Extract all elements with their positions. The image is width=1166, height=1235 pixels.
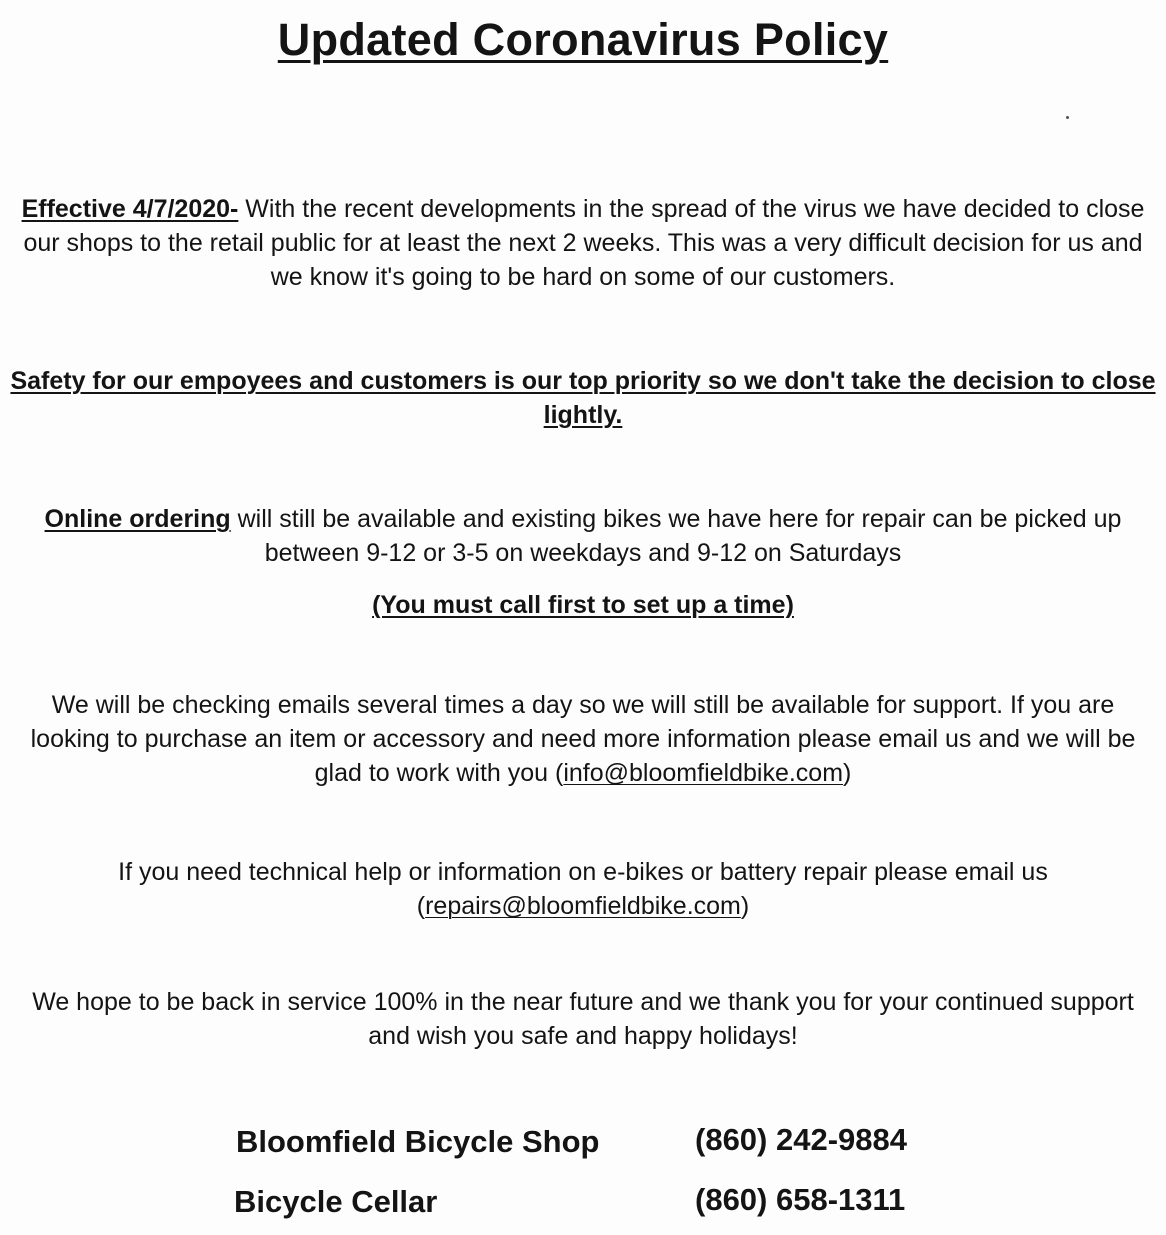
technical-help-paragraph bbox=[10, 855, 1156, 923]
emails-paragraph-close: ) bbox=[843, 759, 852, 787]
safety-paragraph: Safety for our empoyees and customers is our top priority so we don't take the decision to close lightly. bbox=[10, 367, 1156, 429]
contact-phone-bloomfield[interactable]: (860) 242-9884 bbox=[695, 1122, 907, 1157]
info-email-link[interactable]: info@bloomfieldbike.com bbox=[563, 759, 844, 787]
page-title bbox=[0, 14, 1166, 66]
repairs-email-link[interactable]: repairs@bloomfieldbike.com bbox=[425, 892, 741, 920]
effective-paragraph-body: With the recent developments in the spread of the virus we have decided to close our shops to the retail public for at least the next 2 weeks. This was a very difficult decision for us and we know it's going to be hard on some of our customers. bbox=[23, 195, 1145, 291]
contact-phone-cellar[interactable]: (860) 658-1311 bbox=[695, 1182, 906, 1217]
call-first-note: (You must call first to set up a time) bbox=[372, 591, 794, 619]
effective-date-lead: Effective 4/7/2020- bbox=[21, 195, 239, 223]
emails-paragraph-body: We will be checking emails several times a day so we will still be available for support. If you are looking to purchase an item or accessory and need more information please email us and we will be glad to work with you ( bbox=[30, 691, 1136, 787]
online-ordering-body: will still be available and existing bikes we have here for repair can be picked up between 9-12 or 3-5 on weekdays and 9-12 on Saturdays bbox=[230, 505, 1122, 567]
emails-paragraph bbox=[10, 688, 1156, 790]
scan-speck bbox=[1066, 116, 1069, 119]
closing-paragraph: We hope to be back in service 100% in the near future and we thank you for your continued support and wish you safe and happy holidays! bbox=[32, 988, 1134, 1050]
technical-help-body: If you need technical help or information on e-bikes or battery repair please email us ( bbox=[118, 858, 1048, 920]
online-ordering-paragraph bbox=[10, 502, 1156, 570]
technical-help-close: ) bbox=[740, 892, 750, 920]
contact-name-bloomfield: Bloomfield Bicycle Shop bbox=[236, 1124, 600, 1159]
online-ordering-lead: Online ordering bbox=[44, 505, 231, 533]
page-title-text: Updated Coronavirus Policy bbox=[277, 14, 889, 65]
contact-name-cellar: Bicycle Cellar bbox=[234, 1184, 438, 1219]
effective-paragraph bbox=[10, 192, 1156, 294]
